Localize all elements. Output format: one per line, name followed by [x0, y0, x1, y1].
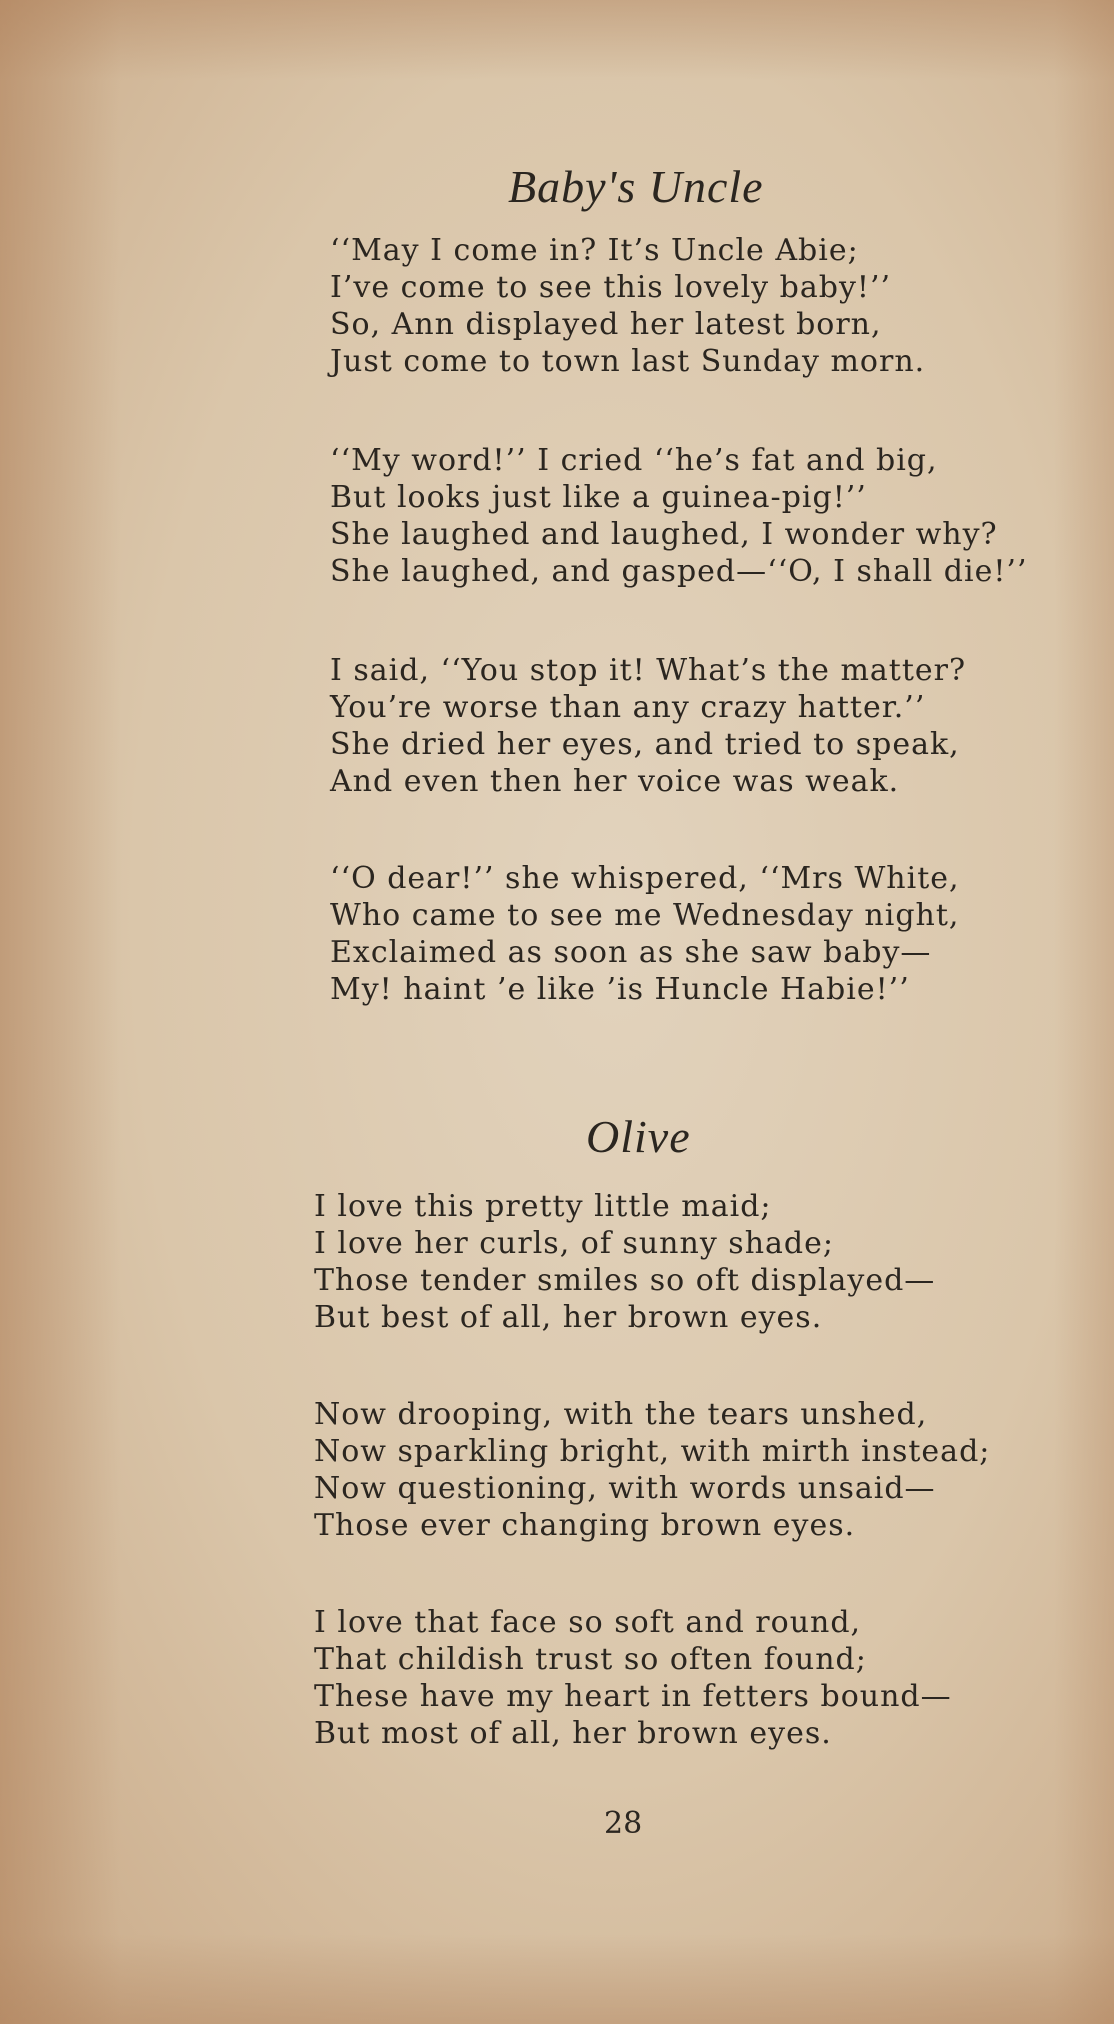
poem-line: ‘‘O dear!’’ she whispered, ‘‘Mrs White,	[330, 861, 960, 896]
poem-line: These have my heart in fetters bound—	[314, 1679, 952, 1714]
poem-line: But looks just like a guinea-pig!’’	[330, 480, 867, 515]
poem-line: Now questioning, with words unsaid—	[314, 1471, 936, 1506]
page-edge-shadow	[0, 1934, 1114, 2024]
poem-line: So, Ann displayed her latest born,	[330, 307, 882, 342]
poem-line: I love this pretty little maid;	[314, 1189, 772, 1224]
poem-line: But most of all, her brown eyes.	[314, 1716, 832, 1751]
page-edge-shadow	[0, 0, 120, 2024]
poem-line: I said, ‘‘You stop it! What’s the matter?	[330, 653, 967, 688]
stanza	[330, 442, 1028, 590]
page-edge-shadow	[0, 0, 1114, 80]
stanza	[314, 1396, 990, 1544]
poem-line: Those ever changing brown eyes.	[314, 1508, 856, 1543]
poem-line: She laughed, and gasped—‘‘O, I shall die!’’	[330, 554, 1028, 589]
poem-line: I love that face so soft and round,	[314, 1605, 862, 1640]
poem-line: Those tender smiles so oft displayed—	[314, 1263, 936, 1298]
poem-line: I love her curls, of sunny shade;	[314, 1226, 834, 1261]
poem-title-olive: Olive	[586, 1111, 691, 1162]
poem-line: That childish trust so often found;	[314, 1642, 867, 1677]
stanza	[314, 1604, 952, 1752]
poem-line: Just come to town last Sunday morn.	[330, 344, 926, 379]
stanza	[330, 232, 925, 380]
poem-line: Now sparkling bright, with mirth instead;	[314, 1434, 991, 1469]
poem-line: But best of all, her brown eyes.	[314, 1300, 823, 1335]
poem-title-babys-uncle: Baby's Uncle	[508, 161, 764, 212]
poem-line: My! haint ’e like ’is Huncle Habie!’’	[330, 972, 910, 1007]
poem-line: ‘‘May I come in? It’s Uncle Abie;	[330, 233, 859, 268]
poem-line: ‘‘My word!’’ I cried ‘‘he’s fat and big,	[330, 443, 938, 478]
page-number: 28	[604, 1806, 643, 1841]
poem-line: Now drooping, with the tears unshed,	[314, 1397, 928, 1432]
stanza	[330, 860, 960, 1008]
poem-line: I’ve come to see this lovely baby!’’	[330, 270, 892, 305]
poem-line: She laughed and laughed, I wonder why?	[330, 517, 998, 552]
stanza	[314, 1188, 935, 1336]
stanza	[330, 652, 966, 800]
poem-line: Who came to see me Wednesday night,	[330, 898, 960, 933]
poem-line: Exclaimed as soon as she saw baby—	[330, 935, 932, 970]
poem-line: You’re worse than any crazy hatter.’’	[330, 690, 926, 725]
poem-line: And even then her voice was weak.	[330, 764, 900, 799]
poem-line: She dried her eyes, and tried to speak,	[330, 727, 960, 762]
page-edge-shadow	[1054, 0, 1114, 2024]
